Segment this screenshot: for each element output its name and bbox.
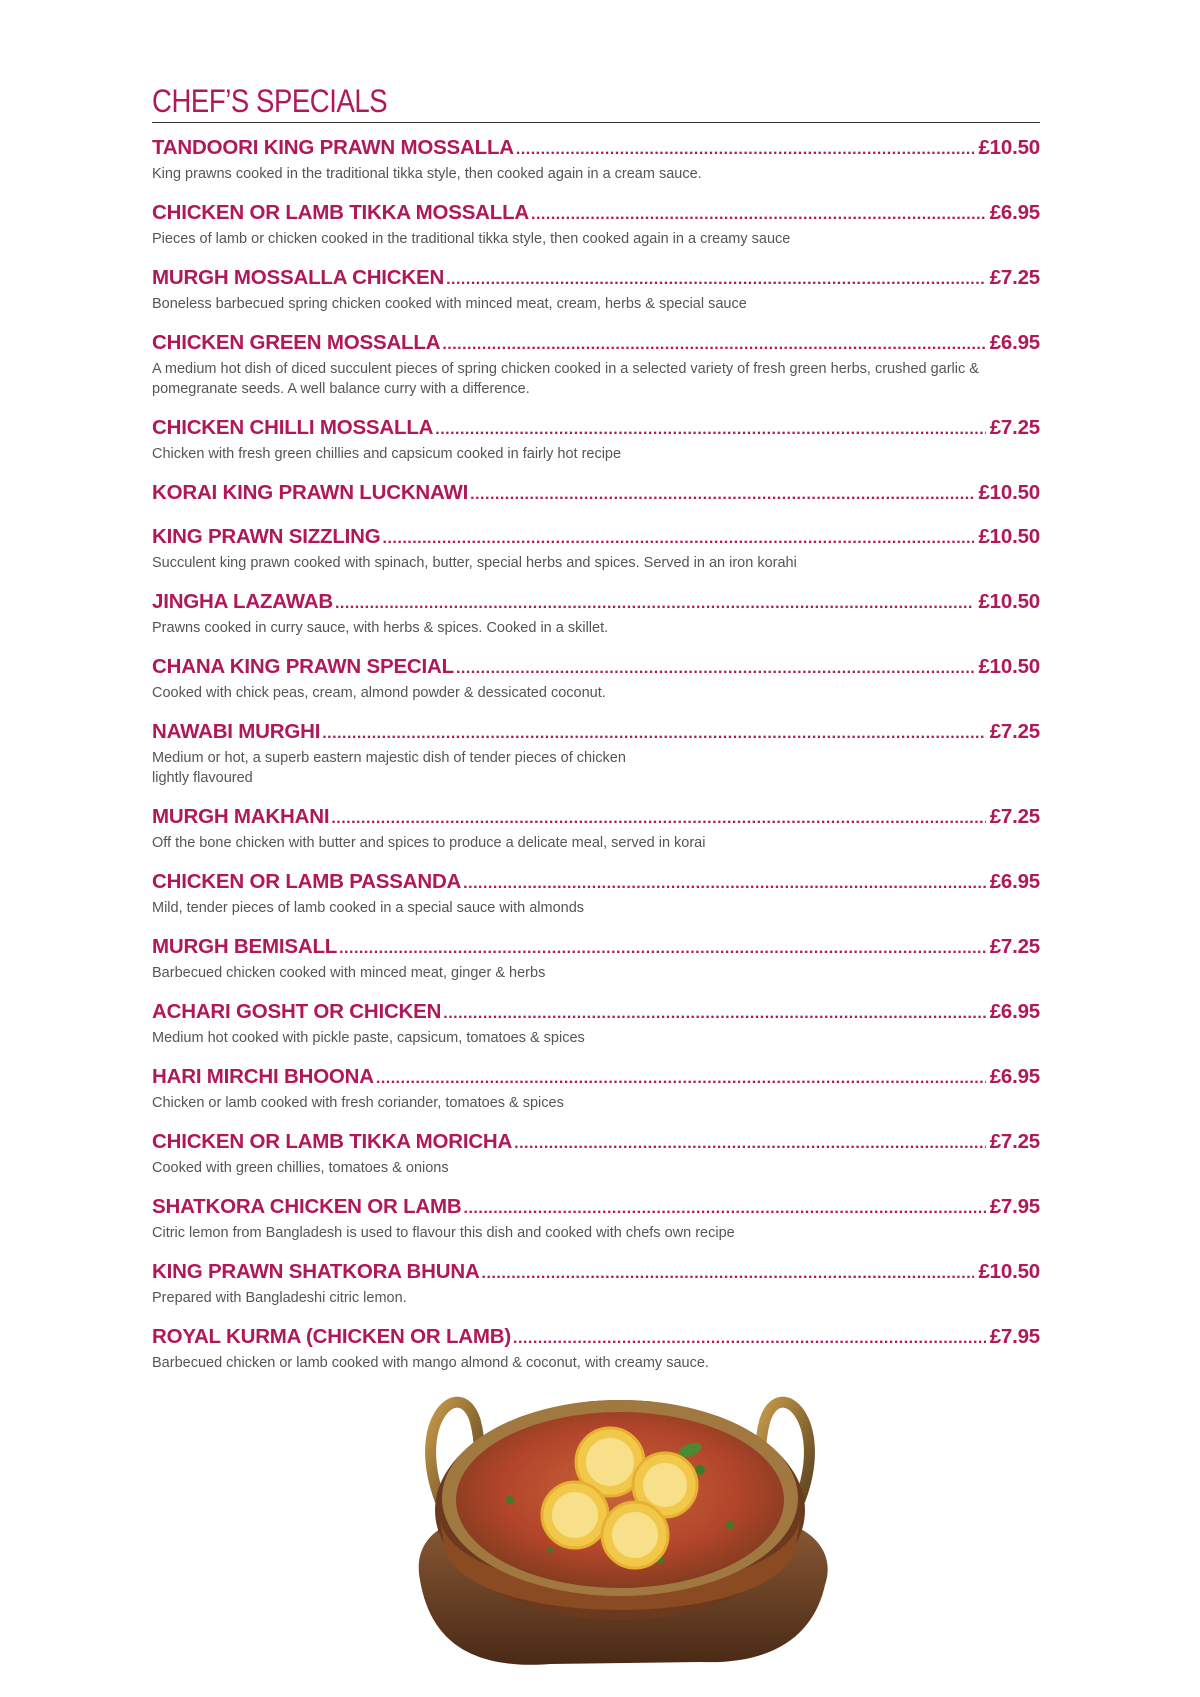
menu-item: [152, 999, 1040, 1048]
menu-item-price: £7.25: [989, 935, 1040, 958]
menu-list: [152, 135, 1040, 1373]
menu-item-price: £10.50: [978, 525, 1040, 548]
dot-leader: [331, 806, 985, 832]
menu-item-price: £7.25: [989, 416, 1040, 439]
menu-item-description: Chicken or lamb cooked with fresh coriander, tomatoes & spices: [152, 1095, 564, 1111]
menu-item: [152, 804, 1040, 853]
menu-item-description: Prawns cooked in curry sauce, with herbs & spices. Cooked in a skillet.: [152, 620, 609, 636]
menu-item-name: KING PRAWN SIZZLING: [152, 525, 381, 548]
dot-leader: [513, 1326, 986, 1352]
menu-item-header: [152, 135, 1040, 163]
menu-item-description: Boneless barbecued spring chicken cooked with minced meat, cream, herbs & special sauce: [152, 296, 747, 312]
menu-item-price: £10.50: [978, 481, 1040, 504]
menu-item: [152, 869, 1040, 918]
menu-item-name: ACHARI GOSHT OR CHICKEN: [152, 1000, 442, 1023]
menu-item-description: Mild, tender pieces of lamb cooked in a special sauce with almonds: [152, 900, 585, 916]
menu-item-price: £7.95: [989, 1325, 1040, 1348]
dot-leader: [335, 591, 975, 617]
dot-leader: [464, 1196, 986, 1222]
menu-item: [152, 589, 1040, 638]
menu-item-description: Chicken with fresh green chillies and capsicum cooked in fairly hot recipe: [152, 446, 622, 462]
menu-item-name: CHICKEN CHILLI MOSSALLA: [152, 416, 434, 439]
menu-item-price: £10.50: [978, 136, 1040, 159]
menu-item-price: £7.25: [989, 266, 1040, 289]
dot-leader: [463, 871, 986, 897]
menu-item-name: KING PRAWN SHATKORA BHUNA: [152, 1260, 480, 1283]
menu-item-name: CHICKEN GREEN MOSSALLA: [152, 331, 441, 354]
dot-leader: [482, 1261, 975, 1287]
title-divider: [152, 122, 1040, 123]
menu-item: [152, 1324, 1040, 1373]
menu-item-description: Succulent king prawn cooked with spinach, butter, special herbs and spices. Served in an iron korahi: [152, 555, 797, 571]
dot-leader: [376, 1066, 986, 1092]
menu-item: [152, 480, 1040, 508]
menu-item-description: Off the bone chicken with butter and spices to produce a delicate meal, served in korai: [152, 835, 706, 851]
menu-item-header: [152, 524, 1040, 552]
menu-item: [152, 1259, 1040, 1308]
menu-item-name: NAWABI MURGHI: [152, 720, 321, 743]
menu-item-name: MURGH MOSSALLA CHICKEN: [152, 266, 445, 289]
menu-item-name: CHICKEN OR LAMB TIKKA MOSSALLA: [152, 201, 530, 224]
menu-item-header: [152, 330, 1040, 358]
menu-item-header: [152, 265, 1040, 293]
menu-item-description: A medium hot dish of diced succulent pieces of spring chicken cooked in a selected variety of fresh green herbs, crushed garlic & pomegranate seeds. A well balance curry with a difference.: [152, 361, 979, 397]
menu-item: [152, 415, 1040, 464]
menu-item-name: SHATKORA CHICKEN OR LAMB: [152, 1195, 462, 1218]
menu-item-name: HARI MIRCHI BHOONA: [152, 1065, 374, 1088]
menu-item-price: £7.25: [989, 720, 1040, 743]
menu-item-price: £10.50: [978, 655, 1040, 678]
menu-item-description: Medium hot cooked with pickle paste, capsicum, tomatoes & spices: [152, 1030, 585, 1046]
menu-item-price: £6.95: [989, 1065, 1040, 1088]
menu-item: [152, 265, 1040, 314]
dot-leader: [442, 332, 985, 358]
menu-item-name: MURGH MAKHANI: [152, 805, 330, 828]
dot-leader: [516, 137, 975, 163]
menu-item-description: Barbecued chicken or lamb cooked with mango almond & coconut, with creamy sauce.: [152, 1355, 709, 1371]
menu-item: [152, 1129, 1040, 1178]
menu-item: [152, 934, 1040, 983]
menu-item-description: Cooked with green chillies, tomatoes & onions: [152, 1160, 449, 1176]
dot-leader: [470, 482, 974, 508]
menu-item: [152, 135, 1040, 184]
menu-item-description: King prawns cooked in the traditional tikka style, then cooked again in a cream sauce.: [152, 166, 702, 182]
dot-leader: [383, 526, 975, 552]
section-title: CHEF’S SPECIALS: [152, 83, 388, 119]
dot-leader: [322, 721, 985, 747]
menu-item-header: [152, 1129, 1040, 1157]
menu-item: [152, 1064, 1040, 1113]
menu-item-description: Barbecued chicken cooked with minced meat, ginger & herbs: [152, 965, 546, 981]
menu-item-name: JINGHA LAZAWAB: [152, 590, 333, 613]
menu-item-description: Pieces of lamb or chicken cooked in the traditional tikka style, then cooked again in a creamy sauce: [152, 231, 791, 247]
menu-item-header: [152, 589, 1040, 617]
menu-item-description: Citric lemon from Bangladesh is used to flavour this dish and cooked with chefs own recipe: [152, 1225, 735, 1241]
menu-item-header: [152, 869, 1040, 897]
menu-item-header: [152, 1064, 1040, 1092]
menu-item-header: [152, 999, 1040, 1027]
menu-item-header: [152, 480, 1040, 508]
menu-item-price: £7.95: [989, 1195, 1040, 1218]
menu-item-header: [152, 719, 1040, 747]
menu-item-name: MURGH BEMISALL: [152, 935, 338, 958]
dot-leader: [456, 656, 975, 682]
menu-item-header: [152, 654, 1040, 682]
menu-item-header: [152, 1194, 1040, 1222]
menu-item-description: Medium or hot, a superb eastern majestic dish of tender pieces of chicken lightly flavoured: [152, 750, 626, 786]
dot-leader: [339, 936, 986, 962]
menu-item-price: £10.50: [978, 590, 1040, 613]
menu-item: [152, 654, 1040, 703]
menu-item-price: £6.95: [989, 201, 1040, 224]
menu-item-description: Cooked with chick peas, cream, almond powder & dessicated coconut.: [152, 685, 606, 701]
menu-item-price: £10.50: [978, 1260, 1040, 1283]
dot-leader: [435, 417, 985, 443]
menu-item-header: [152, 200, 1040, 228]
menu-item: [152, 719, 1040, 788]
menu-item: [152, 330, 1040, 399]
menu-item-header: [152, 804, 1040, 832]
menu-item-price: £6.95: [989, 331, 1040, 354]
menu-item-price: £6.95: [989, 870, 1040, 893]
menu-item-name: ROYAL KURMA (CHICKEN OR LAMB): [152, 1325, 512, 1348]
dot-leader: [446, 267, 986, 293]
menu-item: [152, 200, 1040, 249]
menu-item-name: KORAI KING PRAWN LUCKNAWI: [152, 481, 469, 504]
menu-page: [152, 82, 1040, 1389]
menu-item: [152, 524, 1040, 573]
menu-item-name: CHANA KING PRAWN SPECIAL: [152, 655, 454, 678]
menu-item-price: £7.25: [989, 1130, 1040, 1153]
menu-item-price: £7.25: [989, 805, 1040, 828]
menu-item-name: CHICKEN OR LAMB PASSANDA: [152, 870, 462, 893]
menu-item: [152, 1194, 1040, 1243]
dot-leader: [443, 1001, 985, 1027]
menu-item-description: Prepared with Bangladeshi citric lemon.: [152, 1290, 407, 1306]
menu-item-name: TANDOORI KING PRAWN MOSSALLA: [152, 136, 514, 159]
menu-item-name: CHICKEN OR LAMB TIKKA MORICHA: [152, 1130, 513, 1153]
dish-in-korai-photo: [400, 1380, 840, 1680]
menu-item-price: £6.95: [989, 1000, 1040, 1023]
menu-item-header: [152, 1324, 1040, 1352]
menu-item-header: [152, 934, 1040, 962]
menu-item-header: [152, 415, 1040, 443]
menu-item-header: [152, 1259, 1040, 1287]
dot-leader: [514, 1131, 986, 1157]
dot-leader: [531, 202, 986, 228]
